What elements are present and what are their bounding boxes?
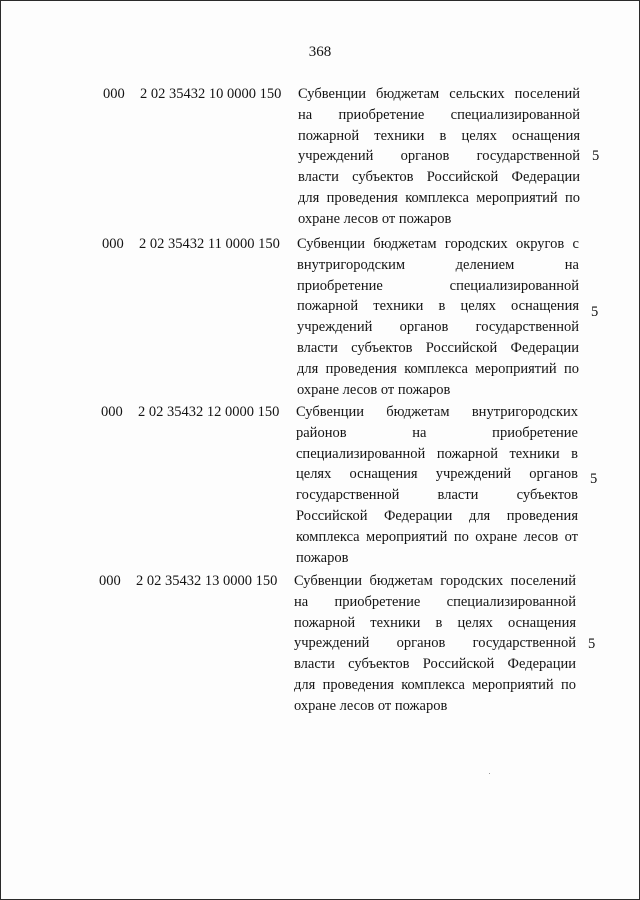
description-line: Субвенции бюджетам городских округов с <box>297 236 579 252</box>
entry-code: 000 <box>103 86 125 102</box>
description-line: Субвенции бюджетам городских поселений <box>294 573 576 589</box>
description-line: Российской Федерации для проведения <box>296 507 578 524</box>
description-line: на приобретение специализированной <box>298 106 580 123</box>
entry-description <box>296 402 578 568</box>
description-line: Субвенции бюджетам сельских поселений <box>298 86 580 102</box>
description-line: учреждений органов государственной <box>294 635 576 652</box>
description-line: специализированной пожарной техники в <box>296 445 578 462</box>
description-line: целях оснащения учреждений органов <box>296 466 578 483</box>
entry-description <box>298 84 580 230</box>
description-line: учреждений органов государственной <box>298 148 580 165</box>
description-line: на приобретение специализированной <box>294 593 576 610</box>
description-line: приобретение специализированной <box>297 277 579 294</box>
entry-kbk-code: 2 02 35432 10 0000 150 <box>140 86 282 102</box>
description-line: власти субъектов Российской Федерации <box>294 656 576 673</box>
description-line: комплекса мероприятий по охране лесов от <box>296 528 578 545</box>
entry-value: 5 <box>590 471 598 487</box>
scan-speck <box>489 773 490 774</box>
description-line: охране лесов от пожаров <box>297 381 451 398</box>
description-line: для проведения комплекса мероприятий по <box>297 360 579 377</box>
description-line: власти субъектов Российской Федерации <box>297 339 579 356</box>
description-line: Субвенции бюджетам внутригородских <box>296 404 578 420</box>
entry-value: 5 <box>592 148 600 164</box>
description-line: учреждений органов государственной <box>297 319 579 336</box>
description-line: охране лесов от пожаров <box>298 210 452 227</box>
description-line: для проведения комплекса мероприятий по <box>294 676 576 693</box>
description-line: пожарной техники в целях оснащения <box>294 614 576 631</box>
description-line: государственной власти субъектов <box>296 487 578 504</box>
entry-description <box>294 571 576 717</box>
description-line: районов на приобретение <box>296 424 578 441</box>
description-line: внутригородским делением на <box>297 256 579 273</box>
description-line: пожарной техники в целях оснащения <box>297 298 579 315</box>
description-line: власти субъектов Российской Федерации <box>298 169 580 186</box>
entry-code: 000 <box>102 236 124 252</box>
description-line: пожаров <box>296 549 349 566</box>
entry-code: 000 <box>101 404 123 420</box>
description-line: для проведения комплекса мероприятий по <box>298 189 580 206</box>
entry-code: 000 <box>99 573 121 589</box>
entry-kbk-code: 2 02 35432 11 0000 150 <box>139 236 280 252</box>
page-number: 368 <box>308 44 332 60</box>
entry-description <box>297 234 579 400</box>
description-line: пожарной техники в целях оснащения <box>298 127 580 144</box>
description-line: охране лесов от пожаров <box>294 697 448 714</box>
entry-kbk-code: 2 02 35432 12 0000 150 <box>138 404 280 420</box>
entry-value: 5 <box>591 304 599 320</box>
entry-value: 5 <box>588 636 596 652</box>
entry-kbk-code: 2 02 35432 13 0000 150 <box>136 573 278 589</box>
